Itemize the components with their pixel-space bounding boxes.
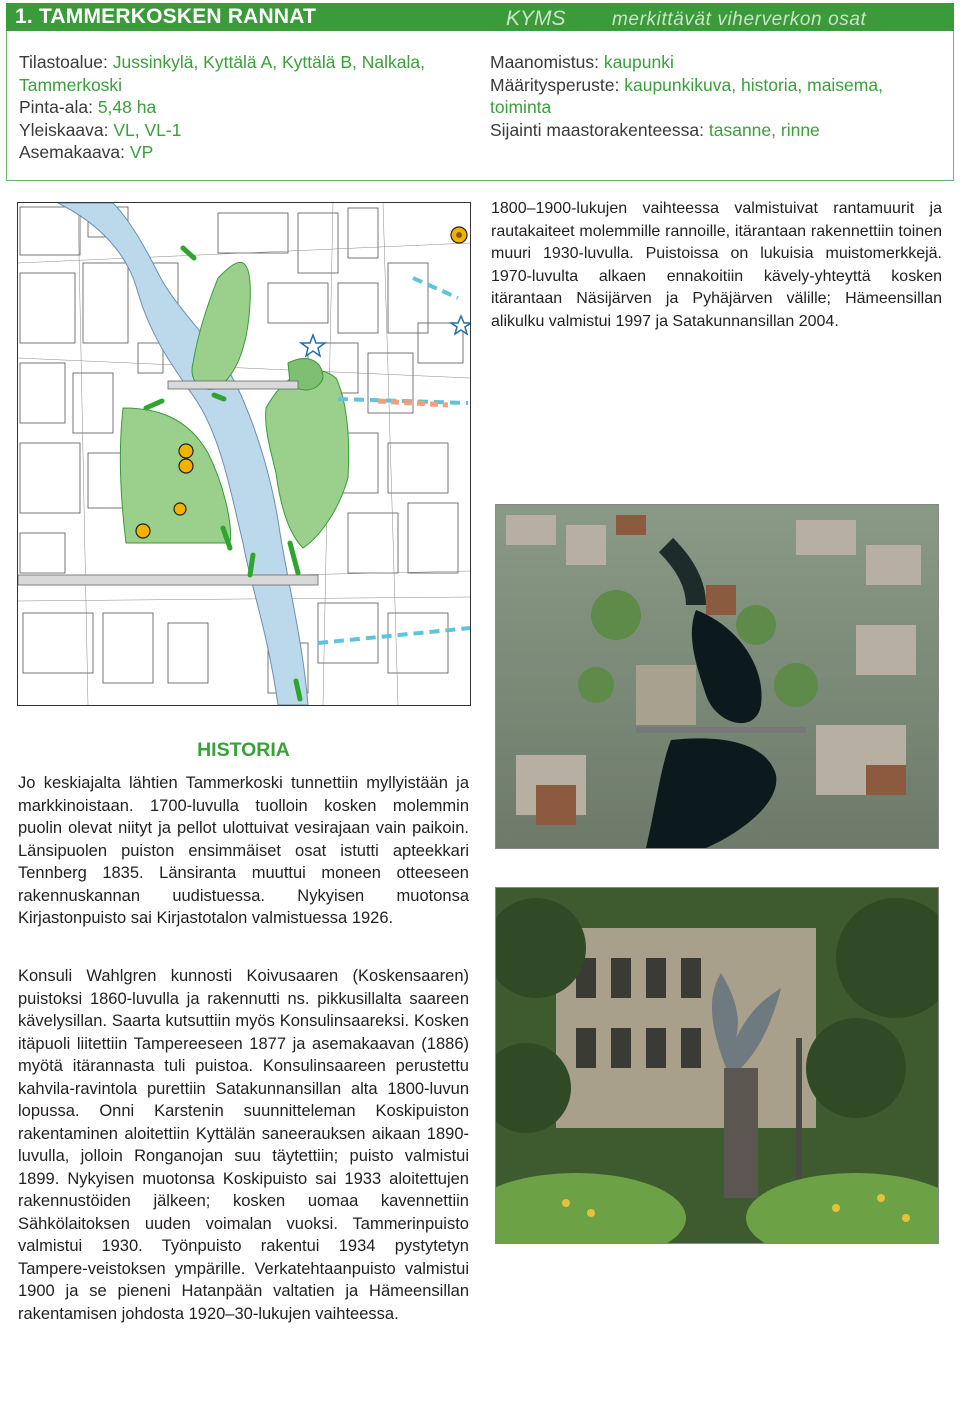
aerial-photo-image — [496, 505, 938, 848]
info-row-terrain: Sijainti maastorakenteessa: tasanne, rinne — [490, 119, 820, 140]
info-row-criteria: Määritysperuste: kaupunkikuva, historia, maisema, toiminta — [490, 74, 883, 117]
series-subtitle: merkittävät viherverkon osat — [612, 9, 867, 30]
statue-photo — [495, 887, 939, 1244]
history-heading: HISTORIA — [197, 739, 290, 761]
info-row-general-plan: Yleiskaava: VL, VL-1 — [19, 119, 182, 140]
aerial-photo — [495, 504, 939, 849]
series-tag: KYMS — [506, 7, 566, 30]
info-right — [490, 51, 945, 141]
info-row-statistics-area: Tilastoalue: Jussinkylä, Kyttälä A, Kyttälä B, Nalkala, Tammerkoski — [19, 52, 425, 95]
info-box — [6, 31, 954, 181]
map-svg — [18, 203, 470, 705]
statue-photo-image — [496, 888, 938, 1243]
star-monument-icon — [301, 316, 470, 356]
page-header — [6, 3, 954, 31]
history-paragraph-2: Konsuli Wahlgren kunnosti Koivusaaren (Koskensaaren) puistoksi 1860-luvulla ja rakennutti ns. pikkusillalta saareen kävelysillan. Saarta kutsuttiin myös Konsulinsaareksi. Kosken itäpuoli liitettiin Tampereeseen 1877 ja asemakaavan (1886) myötä itärannasta tuli puistoa. Konsulinsaareen perustettu kahvila-ravintola purettiin Satakunnansillan alta 1800-luvun lopussa. Onni Karstenin suunnitteleman Koskipuiston rakentaminen aloitettiin Kyttälän saneerauksen aikaan 1890-luvulla, jolloin Ronganojan suu täytettiin; puisto valmistui 1899. Nykyisen muotonsa Koskipuisto sai 1933 aloitettujen rakennustöiden jälkeen; kosken uomaa kavennettiin Sähkölaitoksen uuden voimalan vuoksi. Tammerinpuisto valmistui 1930. Työnpuisto rakentui 1934 pystytetyn Tampere-veistoksen ympärille. Verkatehtaanpuisto valmistui 1900 ja se pieneni Hatanpään valtatien ja Hämeensillan rakentamisen johdosta 1920–30-lukujen vaihteessa. — [18, 967, 469, 1323]
history-paragraph-1: Jo keskiajalta lähtien Tammerkoski tunnettiin myllyistään ja markkinoistaan. 1700-luvulla tuolloin kosken molemmin puolin olevat niityt ja pellot ulottuivat vesirajaan vain paikoin. Länsipuolen puiston ensimmäiset osat istutti apteekkari Tennberg 1835. Länsiranta muuttui moneen otteeseen rakennuskannan uudistuessa. Nykyisen muotonsa Kirjastonpuisto sai Kirjastotalon valmistuessa 1926. — [18, 774, 469, 927]
info-row-area: Pinta-ala: 5,48 ha — [19, 97, 157, 117]
intro-paragraph: 1800–1900-lukujen vaihteessa valmistuivat rantamuurit ja rautakaiteet molemmille rannoille, itärantaan rakennettiin toinen muuri 1930-luvulla. Puistoissa on lukuisia muistomerkkejä. 1970-luvulta alkaen ennakoitiin kävely-yhteyttä kosken itärantaan Näsijärven ja Pyhäjärven välille; Hämeensillan alikulku valmistui 1997 ja Satakunnansillan 2004. — [491, 200, 942, 330]
info-row-ownership: Maanomistus: kaupunki — [490, 52, 674, 72]
page-title: 1. TAMMERKOSKEN RANNAT — [15, 5, 317, 28]
area-map — [17, 202, 471, 706]
info-row-detail-plan: Asemakaava: VP — [19, 142, 154, 162]
info-left — [19, 51, 484, 164]
